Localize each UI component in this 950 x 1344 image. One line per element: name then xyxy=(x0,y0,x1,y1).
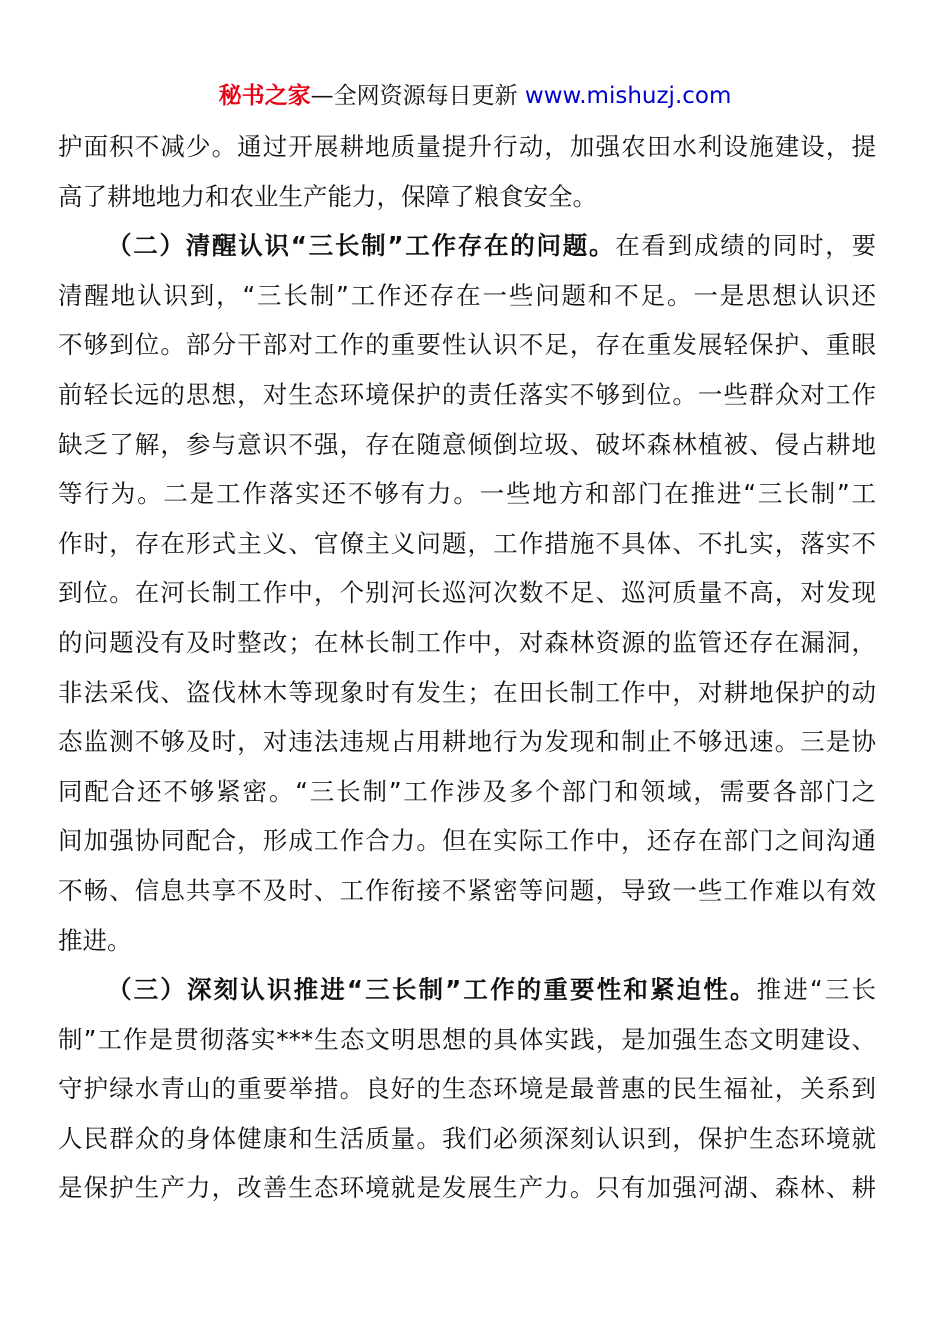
header-tagline: 全网资源每日更新 xyxy=(333,83,518,109)
brand-name: 秘书之家 xyxy=(218,83,311,109)
text-line: 的问题没有及时整改；在林长制工作中，对森林资源的监管还存在漏洞， xyxy=(58,627,876,657)
text-line: 态监测不够及时，对违法违规占用耕地行为发现和制止不够迅速。三是协 xyxy=(58,727,876,757)
site-url-link[interactable]: www.mishuzj.com xyxy=(524,83,732,109)
text-line: 等行为。二是工作落实还不够有力。一些地方和部门在推进“三长制”工 xyxy=(58,479,876,509)
text-line: 护面积不减少。通过开展耕地质量提升行动，加强农田水利设施建设，提 xyxy=(58,132,876,161)
text-line: 间加强协同配合，形成工作合力。但在实际工作中，还存在部门之间沟通 xyxy=(58,826,876,856)
paragraph-first-line xyxy=(58,221,876,271)
text-line: 守护绿水青山的重要举措。良好的生态环境是最普惠的民生福祉，关系到 xyxy=(58,1074,876,1104)
text-line: 前轻长远的思想，对生态环境保护的责任落实不够到位。一些群众对工作 xyxy=(58,379,876,409)
text-line: 不够到位。部分干部对工作的重要性认识不足，存在重发展轻保护、重眼 xyxy=(58,330,876,360)
header-dash: — xyxy=(310,83,334,109)
page-header xyxy=(0,80,950,112)
text-line: 人民群众的身体健康和生活质量。我们必须深刻认识到，保护生态环境就 xyxy=(58,1123,876,1153)
text-line: 清醒地认识到，“三长制”工作还存在一些问题和不足。一是思想认识还 xyxy=(58,280,876,310)
text-line: 到位。在河长制工作中，个别河长巡河次数不足、巡河质量不高，对发现 xyxy=(58,578,876,608)
text-run: 推进“三长 xyxy=(756,975,876,1005)
document-body xyxy=(58,122,876,1213)
text-line: 不畅、信息共享不及时、工作衔接不紧密等问题，导致一些工作难以有效 xyxy=(58,875,876,905)
text-line: 是保护生产力，改善生态环境就是发展生产力。只有加强河湖、森林、耕 xyxy=(58,1173,876,1203)
text-line: 同配合还不够紧密。“三长制”工作涉及多个部门和领域，需要各部门之 xyxy=(58,776,876,806)
text-line: 推进。 xyxy=(58,925,132,955)
paragraph-first-line xyxy=(58,965,876,1015)
section-heading: （三）深刻认识推进“三长制”工作的重要性和紧迫性。 xyxy=(107,975,757,1005)
text-line: 缺乏了解，参与意识不强，存在随意倾倒垃圾、破坏森林植被、侵占耕地 xyxy=(58,429,876,459)
text-line: 作时，存在形式主义、官僚主义问题，工作措施不具体、不扎实，落实不 xyxy=(58,528,876,558)
section-heading: （二）清醒认识“三长制”工作存在的问题。 xyxy=(107,231,616,261)
text-line: 非法采伐、盗伐林木等现象时有发生；在田长制工作中，对耕地保护的动 xyxy=(58,677,876,707)
text-run: 在看到成绩的同时，要 xyxy=(615,231,876,261)
text-line: 制”工作是贯彻落实***生态文明思想的具体实践，是加强生态文明建设、 xyxy=(58,1024,876,1054)
text-line: 高了耕地地力和农业生产能力，保障了粮食安全。 xyxy=(58,181,597,211)
